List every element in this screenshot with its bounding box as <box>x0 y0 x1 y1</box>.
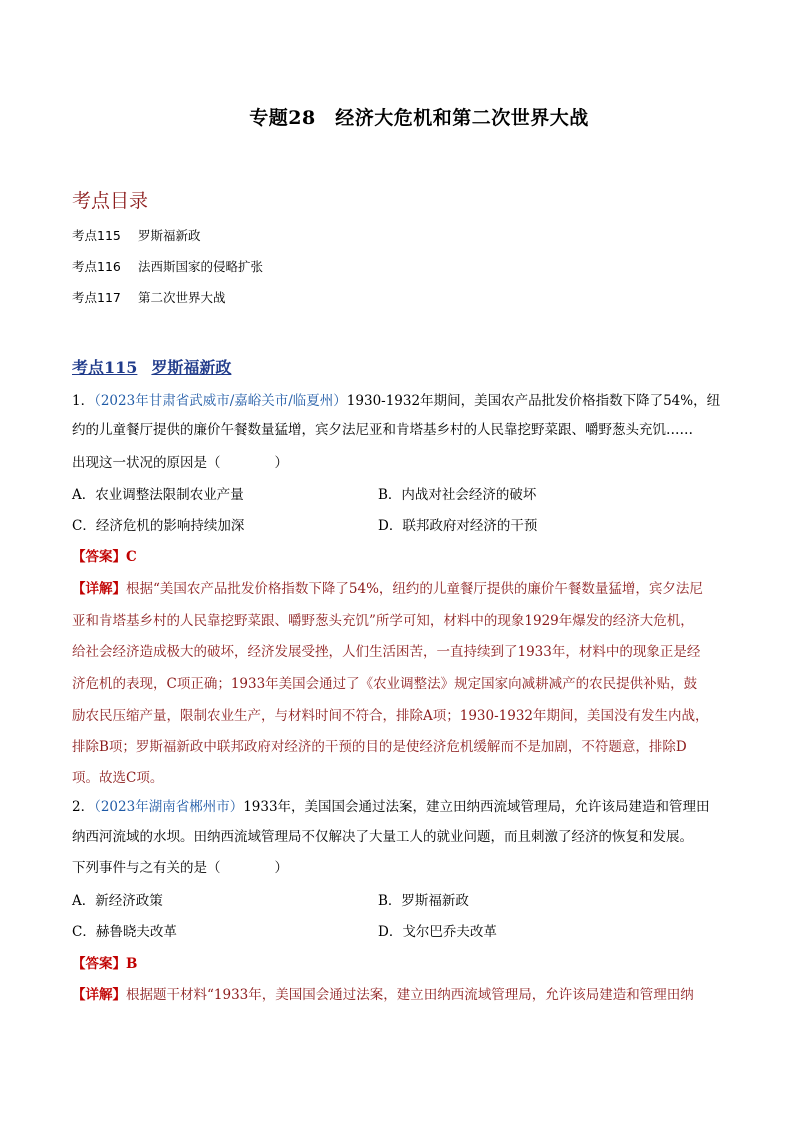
option-d[interactable]: D．联邦政府对经济的干预 <box>378 518 538 534</box>
section-code: 考点115 <box>72 358 138 377</box>
toc-item-label: 罗斯福新政 <box>138 228 201 243</box>
explanation-text: 排除B项；罗斯福新政中联邦政府对经济的干预的目的是使经济危机缓解而不是加剧，不符题意，排除D <box>72 739 687 755</box>
option-b[interactable]: B．罗斯福新政 <box>378 893 469 909</box>
question-source: （2023年湖南省郴州市） <box>94 799 244 815</box>
explanation-text: 根据“美国农产品批发价格指数下降了54%，纽约的儿童餐厅提供的廉价午餐数量猛增，宾夕法尼 <box>126 581 703 597</box>
question-text: 出现这一状况的原因是（ ） <box>72 455 288 471</box>
question-text: 下列事件与之有关的是（ ） <box>72 860 288 876</box>
toc-item[interactable] <box>72 288 263 319</box>
question-text: 约的儿童餐厅提供的廉价午餐数量猛增，宾夕法尼亚和肯塔基乡村的人民靠挖野菜跟、嚼野葱头充饥…… <box>72 422 693 438</box>
question-text: 纳西河流域的水坝。田纳西流域管理局不仅解决了大量工人的就业问题，而且刺激了经济的恢复和发展。 <box>72 829 693 845</box>
question-source: （2023年甘肃省武威市/嘉峪关市/临夏州） <box>94 393 347 409</box>
toc-item-label: 法西斯国家的侵略扩张 <box>138 259 264 274</box>
answer-line <box>72 953 137 975</box>
option-d[interactable]: D．戈尔巴乔夫改革 <box>378 924 497 940</box>
explanation-label: 【详解】 <box>72 987 126 1003</box>
option-a[interactable]: A．农业调整法限制农业产量 <box>72 487 244 503</box>
answer-value: B <box>126 956 138 972</box>
page-title: 专题28 经济大危机和第二次世界大战 <box>249 107 589 129</box>
option-c[interactable]: C．经济危机的影响持续加深 <box>72 518 245 534</box>
explanation-text: 根据题干材料“1933年，美国国会通过法案，建立田纳西流域管理局，允许该局建造和管理田纳 <box>126 987 694 1003</box>
section-heading <box>72 355 231 378</box>
toc-item[interactable] <box>72 257 263 288</box>
question-stem-line <box>72 390 720 412</box>
toc-item-code: 考点115 <box>72 228 121 243</box>
toc-heading: 考点目录 <box>72 190 149 212</box>
toc-item[interactable] <box>72 226 263 257</box>
toc-item-label: 第二次世界大战 <box>138 290 226 305</box>
question-number: 2． <box>72 799 95 815</box>
explanation-label: 【详解】 <box>72 581 126 597</box>
section-label: 罗斯福新政 <box>151 358 232 377</box>
toc-item-code: 考点117 <box>72 290 121 305</box>
question-number: 1． <box>72 393 95 409</box>
explanation-text: 励农民压缩产量，限制农业生产，与材料时间不符合，排除A项；1930-1932年期间，美国没有发生内战， <box>72 708 709 724</box>
question-stem-line <box>72 796 710 818</box>
table-of-contents <box>72 226 263 319</box>
question-text: 1933年，美国国会通过法案，建立田纳西流域管理局，允许该局建造和管理田 <box>243 799 710 815</box>
option-a[interactable]: A．新经济政策 <box>72 893 163 909</box>
question-text: 1930-1932年期间，美国农产品批发价格指数下降了54%，纽 <box>346 393 721 409</box>
option-c[interactable]: C．赫鲁晓夫改革 <box>72 924 177 940</box>
answer-value: C <box>126 549 137 565</box>
explanation-line <box>72 578 703 600</box>
explanation-text: 项。故选C项。 <box>72 770 164 786</box>
explanation-text: 给社会经济造成极大的破坏，经济发展受挫，人们生活困苦，一直持续到了1933年，材料中的现象正是经 <box>72 644 701 660</box>
answer-label: 【答案】 <box>72 549 126 565</box>
explanation-line <box>72 984 694 1006</box>
toc-item-code: 考点116 <box>72 259 121 274</box>
answer-label: 【答案】 <box>72 956 126 972</box>
explanation-text: 亚和肯塔基乡村的人民靠挖野菜跟、嚼野葱头充饥”所学可知，材料中的现象1929年爆发的经济大危机， <box>72 613 694 629</box>
explanation-text: 济危机的表现，C项正确；1933年美国会通过了《农业调整法》规定国家向减耕减产的农民提供补贴，鼓 <box>72 676 698 692</box>
answer-line <box>72 546 137 568</box>
option-b[interactable]: B．内战对社会经济的破坏 <box>378 487 537 503</box>
